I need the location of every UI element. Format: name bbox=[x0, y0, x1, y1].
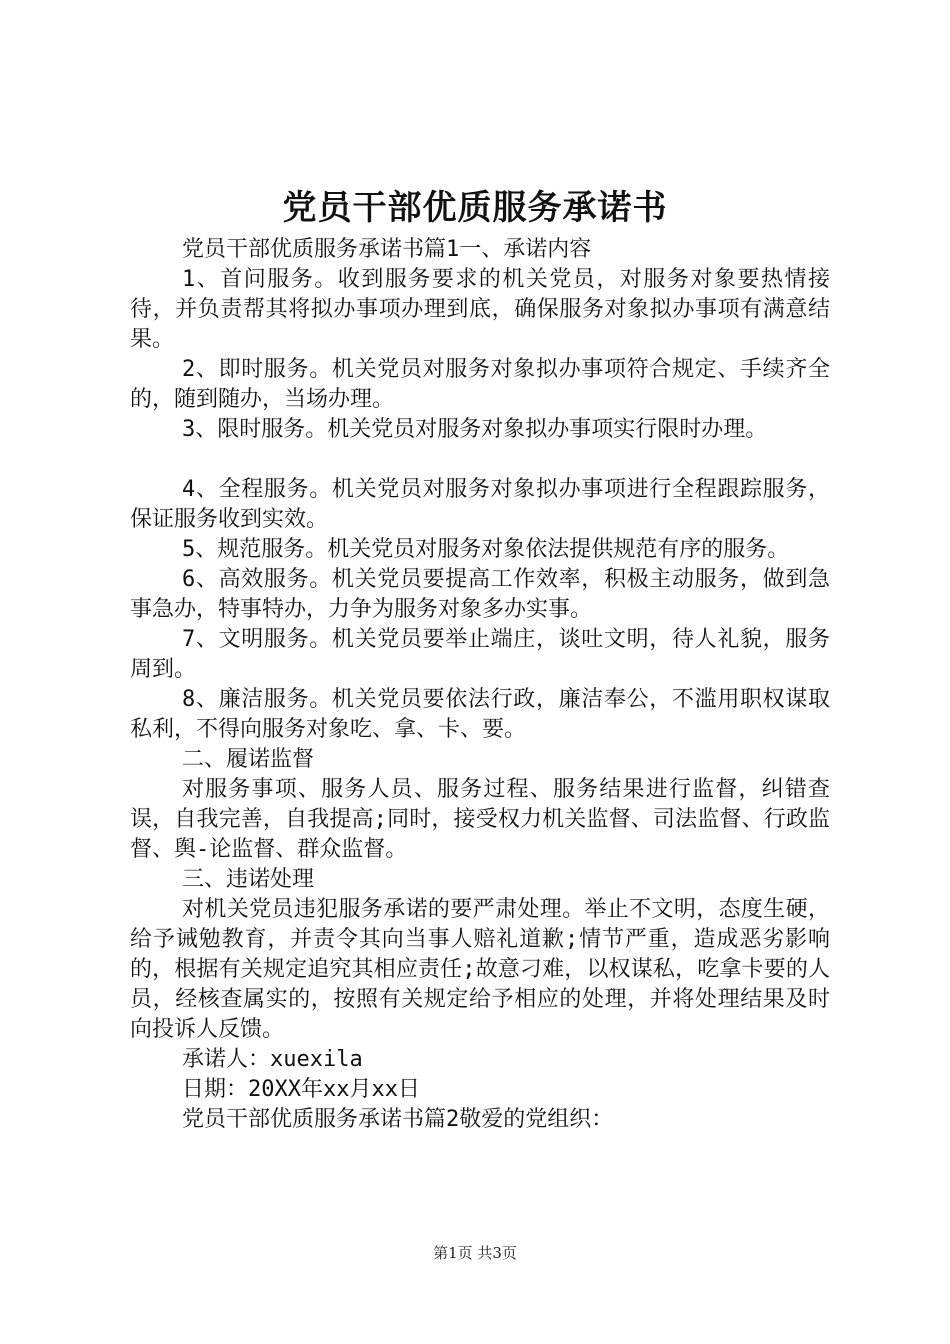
document-body bbox=[130, 235, 830, 1135]
paragraph-item-1: 1、首问服务。收到服务要求的机关党员，对服务对象要热情接待，并负责帮其将拟办事项办理到底，确保服务对象拟办事项有满意结果。 bbox=[130, 267, 830, 352]
paragraph-part-2-intro: 党员干部优质服务承诺书篇2敬爱的党组织： bbox=[182, 1107, 614, 1132]
paragraph-item-2: 2、即时服务。机关党员对服务对象拟办事项符合规定、手续齐全的，随到随办，当场办理。 bbox=[130, 357, 830, 412]
page-footer: 第1页 共3页 bbox=[433, 1244, 517, 1262]
paragraph-item-4: 4、全程服务。机关党员对服务对象拟办事项进行全程跟踪服务，保证服务收到实效。 bbox=[130, 477, 830, 532]
document-title: 党员干部优质服务承诺书 bbox=[282, 188, 668, 228]
paragraph-item-8: 8、廉洁服务。机关党员要依法行政，廉洁奉公，不滥用职权谋取私利，不得向服务对象吃、拿、卡、要。 bbox=[130, 687, 830, 742]
paragraph-item-6: 6、高效服务。机关党员要提高工作效率，积极主动服务，做到急事急办，特事特办，力争为服务对象多办实事。 bbox=[130, 567, 830, 622]
date-line: 日期：20XX年xx月xx日 bbox=[182, 1077, 420, 1102]
paragraph-item-7: 7、文明服务。机关党员要举止端庄，谈吐文明，待人礼貌，服务周到。 bbox=[130, 627, 830, 682]
paragraph-supervision: 对服务事项、服务人员、服务过程、服务结果进行监督，纠错查误，自我完善，自我提高;同时，接受权力机关监督、司法监督、行政监督、舆-论监督、群众监督。 bbox=[130, 777, 830, 862]
signatory-line: 承诺人：xuexila bbox=[182, 1047, 363, 1072]
paragraph-item-5: 5、规范服务。机关党员对服务对象依法提供规范有序的服务。 bbox=[182, 537, 790, 562]
section-heading-supervision: 二、履诺监督 bbox=[182, 747, 315, 772]
section-heading-violation: 三、违诺处理 bbox=[182, 867, 315, 892]
paragraph-intro: 党员干部优质服务承诺书篇1一、承诺内容 bbox=[182, 237, 592, 262]
paragraph-item-3: 3、限时服务。机关党员对服务对象拟办事项实行限时办理。 bbox=[182, 417, 768, 442]
paragraph-violation: 对机关党员违犯服务承诺的要严肃处理。举止不文明，态度生硬，给予诫勉教育，并责令其向当事人赔礼道歉;情节严重，造成恶劣影响的，根据有关规定追究其相应责任;故意刁难，以权谋私，吃拿卡要的人员，经核查属实的，按照有关规定给予相应的处理，并将处理结果及时向投诉人反馈。 bbox=[130, 897, 830, 1042]
